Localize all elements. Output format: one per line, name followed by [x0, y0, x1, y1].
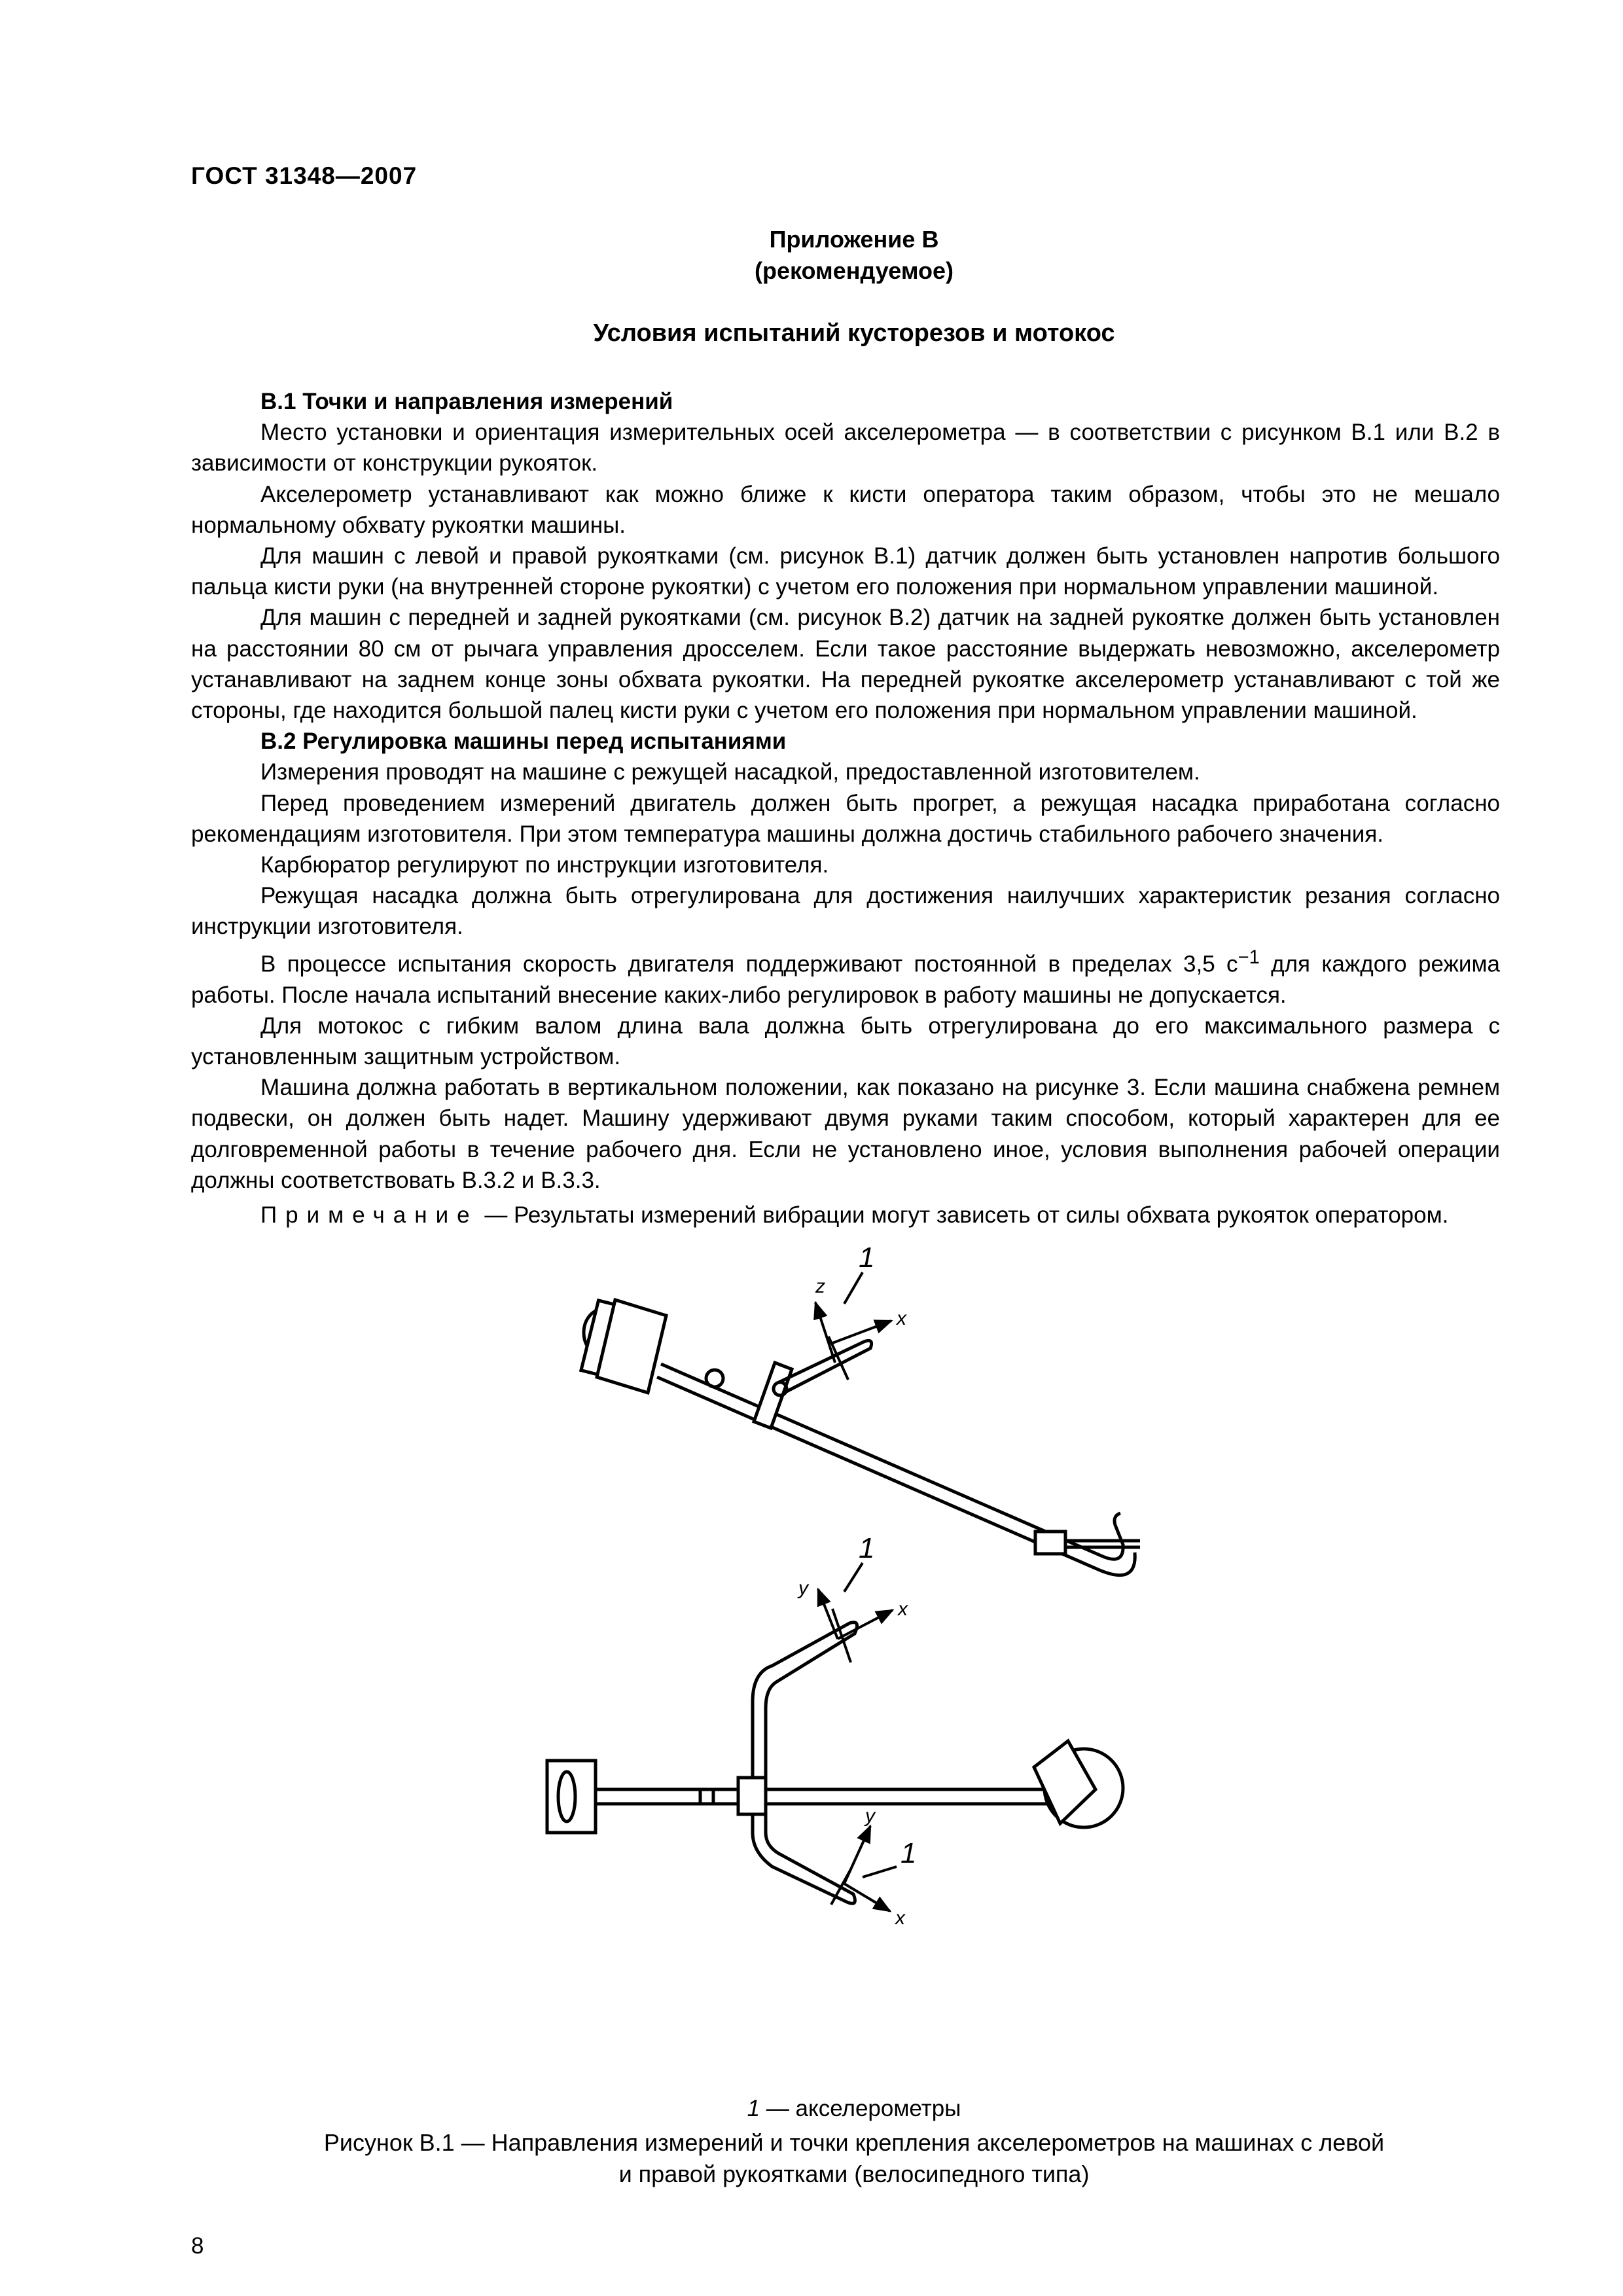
- paragraph: Режущая насадка должна быть отрегулирована для достижения наилучших характеристик резания согласно инструкции изготовителя.: [191, 883, 1500, 940]
- callout-leader-upper: [844, 1563, 863, 1592]
- speed-text-rest: для каждого режима работы. После начала испытаний внесение каких-либо регулировок в работу машины не допускается.: [191, 951, 1501, 1008]
- axis-x-arrow-lower: [844, 1884, 890, 1911]
- paragraph: Для мотокос с гибким валом длина вала должна быть отрегулирована до его максимального размера с установленным защитным устройством.: [191, 1013, 1500, 1069]
- legend-number: 1: [747, 2096, 760, 2121]
- axis-z-arrow: [815, 1302, 835, 1363]
- annex-title: Условия испытаний кусторезов и мотокос: [593, 319, 1115, 347]
- machine-top-view: [547, 1623, 1123, 1904]
- clause-heading-b1: В.1 Точки и направления измерений: [260, 389, 673, 414]
- cutter-blade: [1034, 1741, 1096, 1823]
- paragraph: Акселерометр устанавливают как можно ближе к кисти оператора таким образом, чтобы это не мешало нормальному обхвату рукоятки машины.: [191, 481, 1500, 538]
- axes-top: [815, 1272, 891, 1380]
- axis-label-y: y: [865, 1805, 875, 1827]
- clause-heading-b2: В.2 Регулировка машины перед испытаниями: [260, 728, 787, 755]
- paragraph: Для машин с левой и правой рукоятками (см. рисунок В.1) датчик должен быть установлен напротив большого пальца кисти руки (на внутренней стороне рукоятки) с учетом его положения при нормальном управлении машиной.: [191, 543, 1500, 600]
- axis-label-y: y: [798, 1577, 808, 1599]
- callout-1: 1: [859, 1242, 875, 1274]
- document-code: ГОСТ 31348—2007: [191, 162, 418, 189]
- axis-label-x: x: [898, 1598, 908, 1620]
- paragraph: Место установки и ориентация измерительных осей акселерометра — в соответствии с рисунком В.1 или В.2 в зависимости от конструкции рукояток.: [191, 420, 1500, 476]
- engine-top: [547, 1761, 596, 1833]
- axis-label-z: z: [815, 1276, 825, 1297]
- page-number: 8: [191, 2233, 204, 2259]
- axes-bottom: [818, 1563, 897, 1911]
- caption-line: Рисунок В.1 — Направления измерений и точки крепления акселерометров на машинах с левой: [323, 2129, 1385, 2156]
- axis-label-x: x: [897, 1308, 906, 1329]
- legend-text: — акселерометры: [760, 2096, 961, 2121]
- callout-leader: [844, 1272, 863, 1304]
- handle-bar: [779, 1340, 872, 1393]
- figure-caption: [275, 2127, 1433, 2190]
- paragraph: Карбюратор регулируют по инструкции изготовителя.: [260, 852, 829, 878]
- axis-x-arrow: [832, 1321, 891, 1343]
- cutting-head: [1035, 1532, 1065, 1554]
- axis-label-x: x: [895, 1907, 905, 1929]
- handle-mount: [738, 1778, 766, 1814]
- throttle-pivot: [706, 1370, 723, 1387]
- upper-handle: [753, 1623, 857, 1778]
- callout-1: 1: [901, 1837, 917, 1869]
- paragraph: Машина должна работать в вертикальном положении, как показано на рисунке 3. Если машина снабжена ремнем подвески, он должен быть надет. Машину удерживают двумя руками таким способом, который характерен для ее долговременной работы в течение рабочего дня. Если не установлено иное, условия выполнения рабочей операции должны соответствовать В.3.2 и В.3.3.: [191, 1075, 1500, 1193]
- callout-leader-lower: [863, 1867, 897, 1877]
- shaft-lower-edge: [657, 1377, 1098, 1570]
- paragraph: Перед проведением измерений двигатель должен быть прогрет, а режущая насадка приработана согласно рекомендациям изготовителя. При этом температура машины должна достичь стабильного рабочего значения.: [191, 790, 1500, 847]
- annex-status: (рекомендуемое): [755, 257, 954, 284]
- shaft-bend: [1103, 1513, 1123, 1559]
- shaft-upper-edge: [661, 1364, 1103, 1556]
- figure-legend: [0, 2096, 1623, 2122]
- speed-text: В процессе испытания скорость двигателя поддерживают постоянной в пределах 3,5 с: [260, 951, 1238, 977]
- paragraph: Для машин с передней и задней рукоятками (см. рисунок В.2) датчик на задней рукоятке должен быть установлен на расстоянии 80 см от рычага управления дросселем. Если такое расстояние выдержать невозможно, акселерометр устанавливают на заднем конце зоны обхвата рукоятки. На передней рукоятке акселерометр устанавливают с той же стороны, где находится большой палец кисти руки с учетом его положения при нормальном управлении машиной.: [191, 605, 1500, 724]
- annex-label: Приложение В: [769, 226, 939, 253]
- callout-1: 1: [859, 1532, 875, 1564]
- paragraph: Измерения проводят на машине с режущей насадкой, предоставленной изготовителем.: [260, 759, 1200, 785]
- caption-line: и правой рукоятками (велосипедного типа): [618, 2161, 1090, 2187]
- note-label: Примечание: [260, 1202, 478, 1228]
- note-text: — Результаты измерений вибрации могут зависеть от силы обхвата рукояток оператором.: [478, 1202, 1449, 1228]
- speed-exponent: −1: [1238, 946, 1260, 968]
